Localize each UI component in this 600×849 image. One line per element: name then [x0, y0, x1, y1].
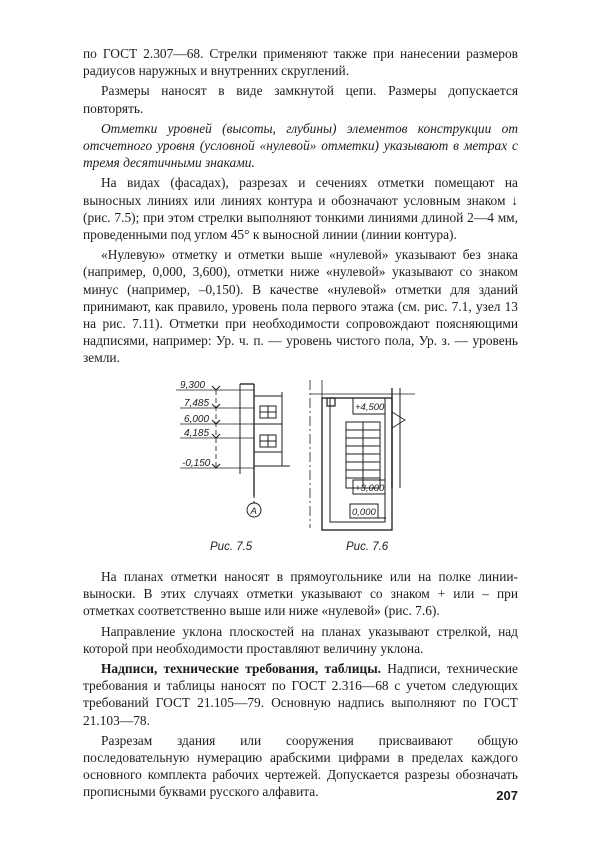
level-mark-1: 9,300: [180, 380, 206, 391]
paragraph-2-text: Размеры наносят в виде замкнутой цепи. Размеры допускается повторять.: [83, 83, 518, 116]
paragraph-6-text: На планах отметки наносят в прямоугольнике или на полке линии-выноски. В этих случаях отметки указывают со знаком + или – при отметках соответственно выше или ниже «нулевой» (рис. 7.6).: [83, 569, 518, 619]
figure-7-5-labels: [180, 380, 257, 517]
paragraph-4: [83, 174, 518, 243]
level-mark-3: 6,000: [184, 414, 210, 425]
axis-label-a: А: [250, 506, 257, 517]
paragraph-8: [83, 660, 518, 729]
paragraph-7: [83, 623, 518, 657]
paragraph-5-text: «Нулевую» отметку и отметки выше «нулевой» указывают без знака (например, 0,000, 3,600), отметки ниже «нулевой» указывают со знаком минус (например, –0,150). В качестве «нулевой» отметки для зданий принимают, как правило, уровень пола первого этажа (см. рис. 7.1, узел 13 на рис. 7.11). Отметки при необходимости сопровождают поясняющими надписями, например: Ур. ч. п. — уровень чистого пола, Ур. з. — уровень земли.: [83, 247, 518, 366]
page-number: 207: [496, 788, 518, 803]
paragraph-1: по ГОСТ 2.307—68. Стрелки применяют также при нанесении размеров радиусов наружных и внутренних скруглений.: [83, 46, 518, 79]
paragraph-2: [83, 82, 518, 116]
level-mark-5: -0,150: [182, 458, 211, 469]
plan-mark-1: +4,500: [355, 402, 385, 413]
paragraph-7-text: Направление уклона плоскостей на планах указывают стрелкой, над которой при необходимости проставляют величину уклона.: [83, 623, 518, 656]
paragraph-9-text: Разрезам здания или сооружения присваивают общую последовательную нумерацию арабскими цифрами в пределах каждого основного комплекта рабочих чертежей. Допускается разрезы обозначать прописными буквами русского алфавита.: [83, 732, 518, 800]
bottom-text-block: [83, 568, 518, 801]
plan-mark-3: 0,000: [352, 507, 376, 518]
paragraph-8-text: Надписи, технические требования и таблицы наносят по ГОСТ 2.316—68 с учетом следующих требований ГОСТ 21.105—79. Основную надпись выполняют по ГОСТ 21.103—78.: [83, 661, 519, 728]
paragraph-3-text: Отметки уровней (высоты, глубины) элементов конструкции от отсчетного уровня (условной «нулевой» отметки) указывают в метрах с тремя десятичными знаками.: [83, 120, 518, 171]
caption-fig-7-5: Рис. 7.5: [210, 541, 253, 553]
paragraph-9: [83, 732, 518, 801]
caption-fig-7-6: Рис. 7.6: [346, 541, 389, 553]
level-mark-4: 4,185: [184, 428, 210, 439]
figures-area: [150, 378, 450, 563]
paragraph-4-text: На видах (фасадах), разрезах и сечениях отметки помещают на выносных линиях или линиях контура и обозначают условным знаком ↓ (рис. 7.5); при этом стрелки выполняют тонкими линиями длиной 2—4 мм, проведенными под углом 45° к выносной линии (линии контура).: [83, 175, 518, 243]
paragraph-3: [83, 120, 518, 172]
top-text-block: [83, 45, 518, 367]
plan-mark-2: +3,000: [355, 483, 385, 494]
level-mark-2: 7,485: [184, 398, 210, 409]
section-heading: Надписи, технические требования, таблицы.: [101, 661, 382, 677]
paragraph-6: [83, 568, 518, 620]
figures-svg: [150, 378, 450, 563]
paragraph-5: [83, 246, 518, 366]
